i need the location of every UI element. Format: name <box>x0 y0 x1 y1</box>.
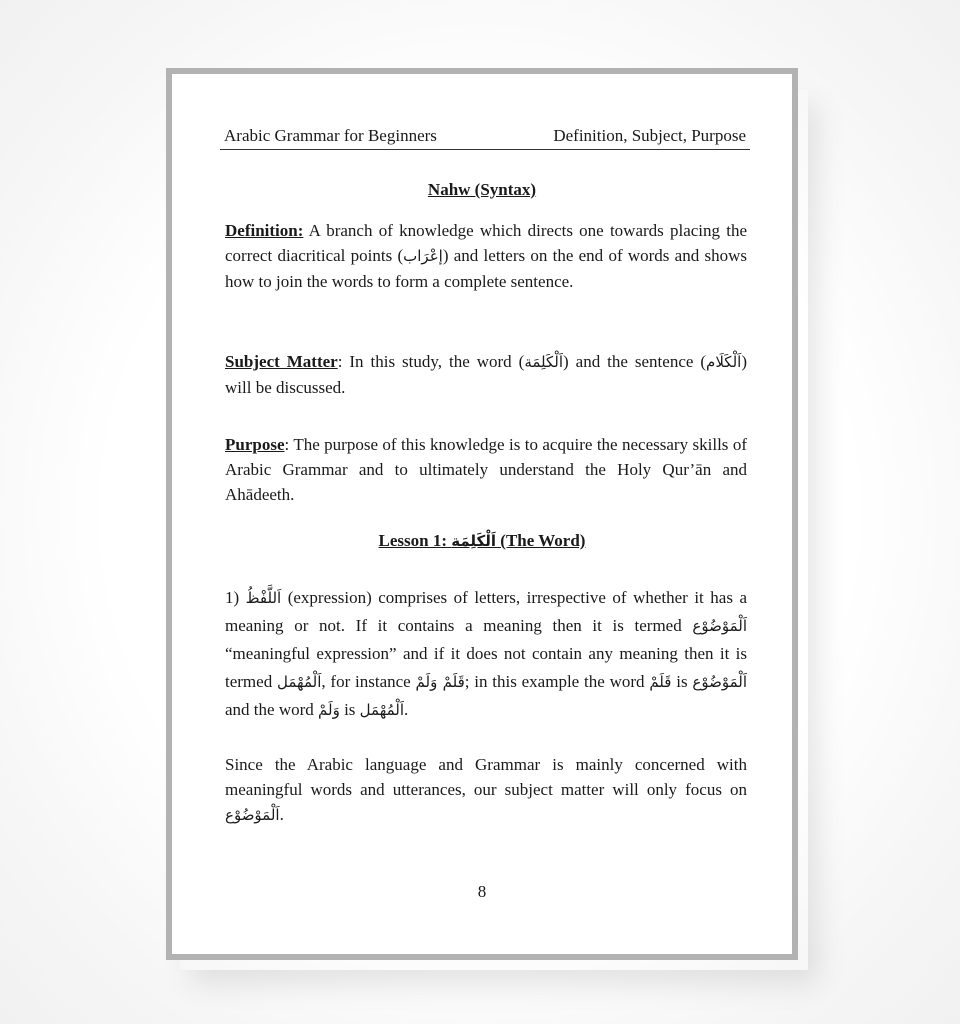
lesson-suffix: (The Word) <box>496 531 586 550</box>
para1-text-5: is <box>671 672 693 691</box>
para1-text-1: (expression) comprises of letters, irrespective of whether it has a meaning or not. If it contains a meaning then it is termed <box>225 588 747 635</box>
lafz-paragraph <box>225 584 747 724</box>
purpose-paragraph <box>225 432 747 507</box>
header-book-title: Arabic Grammar for Beginners <box>224 126 437 145</box>
arabic-term-kalam: اَلْكَلَام <box>706 353 742 371</box>
lesson-prefix: Lesson 1: <box>378 531 452 550</box>
para2-text-1: Since the Arabic language and Grammar is mainly concerned with meaningful words and utterances, our subject matter will only focus on <box>225 755 747 799</box>
para1-text-8: . <box>404 700 409 719</box>
lesson-title <box>172 531 792 551</box>
lesson-arabic: اَلْكَلِمَة <box>451 532 497 550</box>
subject-text-3: ) will be discussed. <box>225 352 747 397</box>
focus-paragraph <box>225 752 747 828</box>
para1-num: 1) <box>225 588 246 607</box>
para1-text-3: , for instance <box>321 672 416 691</box>
arabic-term-kalimah: اَلْكَلِمَة <box>524 353 564 371</box>
subject-label: Subject Matter <box>225 352 338 371</box>
arabic-muhmal: اَلْمُهْمَل <box>277 673 322 691</box>
definition-text-2: ) and letters on the end of words and shows how to join the words to form a complete sentence. <box>225 246 747 291</box>
arabic-muhmal-2: اَلْمُهْمَل <box>359 701 405 719</box>
para1-text-6: and the word <box>225 700 319 719</box>
purpose-text: : The purpose of this knowledge is to acquire the necessary skills of Arabic Grammar and to ultimately understand the Holy Qur’ān and Ahādeeth. <box>225 435 747 504</box>
section-title: Nahw (Syntax) <box>427 180 537 199</box>
running-header <box>220 124 750 150</box>
subject-text-2: ) and the sentence ( <box>563 352 707 371</box>
page-number: 8 <box>477 882 487 901</box>
arabic-mawdu-2: اَلْمَوْضُوْع <box>692 673 747 691</box>
arabic-example: قَلَمْ وَلَمْ <box>415 673 465 691</box>
arabic-walam: وَلَمْ <box>318 701 340 719</box>
subject-paragraph <box>225 349 747 400</box>
book-page <box>166 68 798 960</box>
definition-text-1: A branch of knowledge which directs one towards placing the correct diacritical points ( <box>225 221 747 265</box>
arabic-lafz: اَللَّفْظُ <box>245 589 282 607</box>
para1-text-7: is <box>339 700 360 719</box>
arabic-term-irab: إعْرَاب <box>403 247 443 265</box>
para2-text-2: . <box>279 805 284 824</box>
arabic-mawdu-3: اَلْمَوْضُوْع <box>225 806 280 824</box>
arabic-mawdu: اَلْمَوْضُوْع <box>692 617 747 635</box>
para1-text-2: “meaningful expression” and if it does not contain any meaning then it is termed <box>225 644 747 691</box>
definition-paragraph <box>225 218 747 294</box>
purpose-label: Purpose <box>225 435 285 454</box>
arabic-qalam: قَلَمْ <box>649 673 672 691</box>
definition-label: Definition: <box>225 221 304 240</box>
para1-text-4: ; in this example the word <box>464 672 650 691</box>
subject-text-1: : In this study, the word ( <box>337 352 525 371</box>
header-chapter-title: Definition, Subject, Purpose <box>553 126 746 145</box>
